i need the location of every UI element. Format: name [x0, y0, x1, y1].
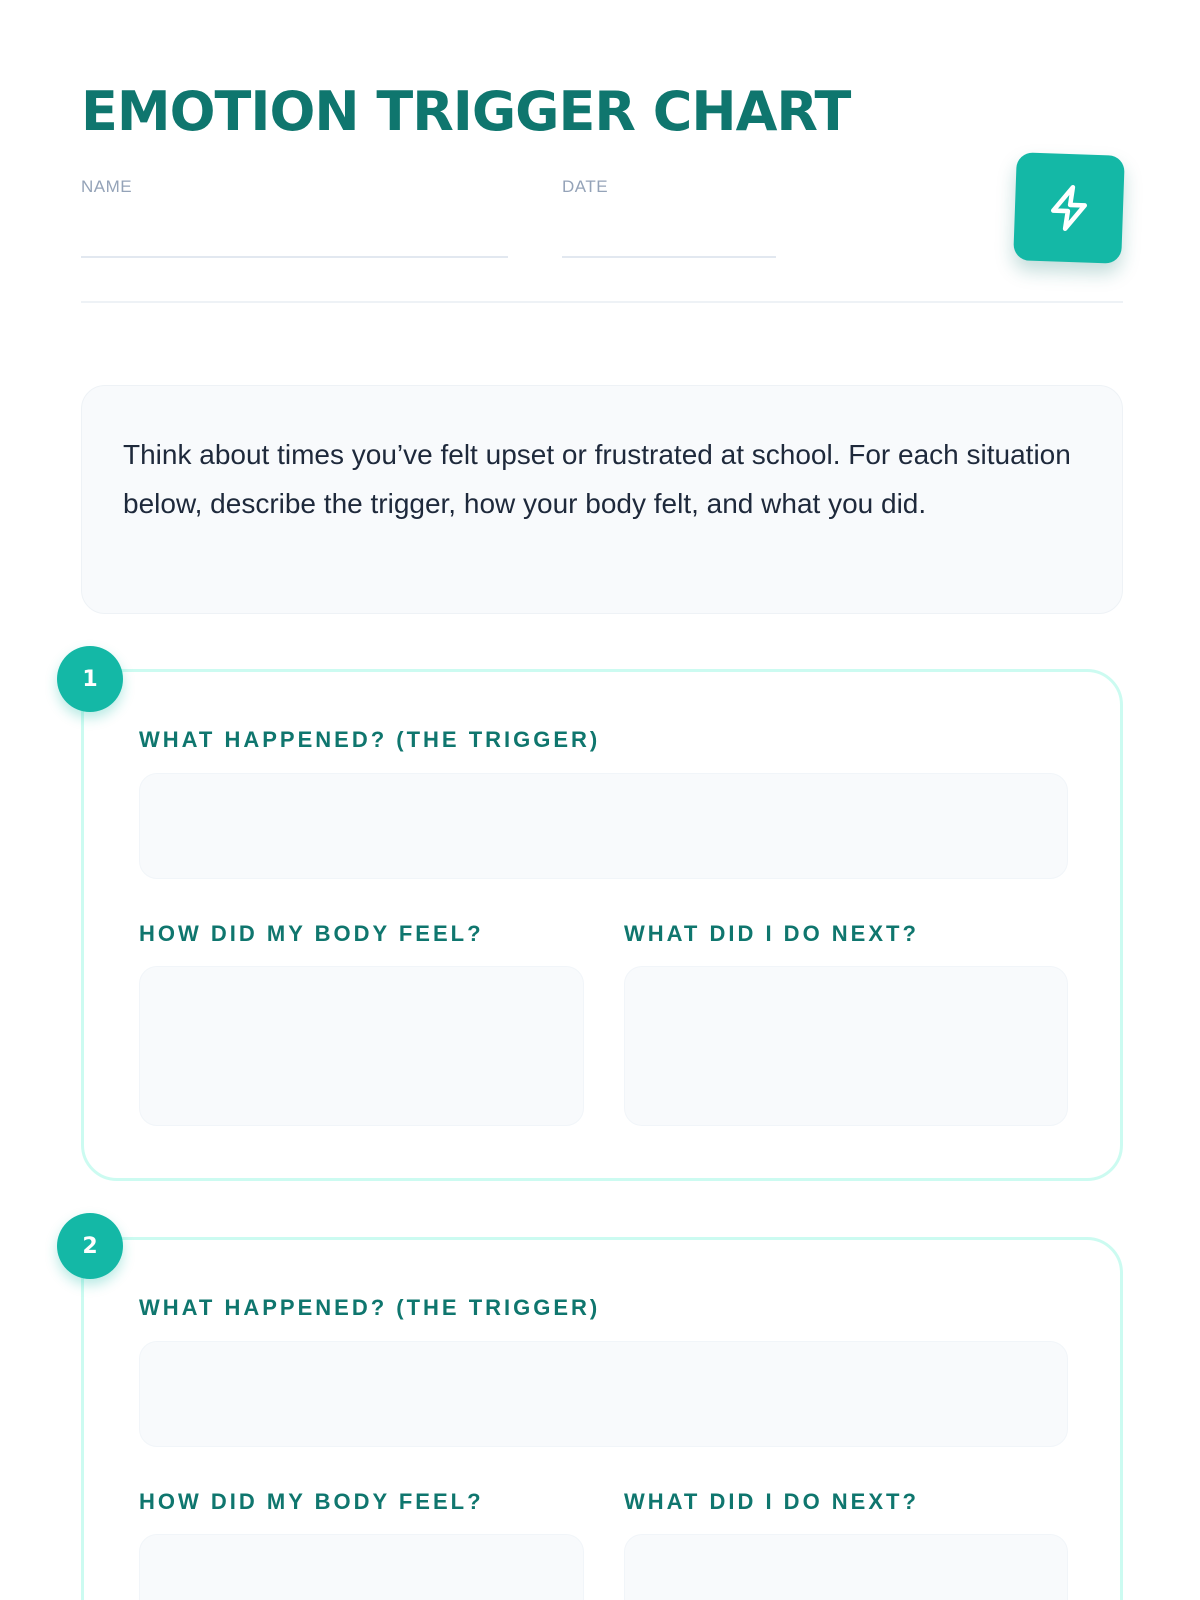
body-feel-answer-box[interactable]	[139, 1534, 584, 1600]
trigger-label: WHAT HAPPENED? (THE TRIGGER)	[139, 727, 601, 752]
situation-number-badge: 1	[57, 646, 123, 712]
situation-number-badge: 2	[57, 1213, 123, 1279]
page-title: EMOTION TRIGGER CHART	[81, 80, 851, 143]
date-label: DATE	[562, 177, 609, 196]
instructions-text: Think about times you’ve felt upset or frustrated at school. For each situation below, describe the trigger, how your body felt, and what you did.	[123, 439, 1071, 519]
lightning-bolt-icon	[1013, 152, 1125, 264]
next-action-answer-box[interactable]	[624, 1534, 1068, 1600]
body-feel-answer-box[interactable]	[139, 966, 584, 1126]
header-divider	[81, 301, 1123, 303]
name-field[interactable]	[81, 256, 508, 258]
trigger-answer-box[interactable]	[139, 773, 1068, 879]
body-feel-label: HOW DID MY BODY FEEL?	[139, 921, 484, 946]
body-feel-label: HOW DID MY BODY FEEL?	[139, 1489, 484, 1514]
instructions-box	[81, 385, 1123, 614]
name-label: NAME	[81, 177, 133, 196]
next-action-label: WHAT DID I DO NEXT?	[624, 1489, 919, 1514]
trigger-answer-box[interactable]	[139, 1341, 1068, 1447]
situation-card-2	[81, 1237, 1123, 1600]
situation-card-1	[81, 669, 1123, 1181]
date-field[interactable]	[562, 256, 776, 258]
next-action-answer-box[interactable]	[624, 966, 1068, 1126]
next-action-label: WHAT DID I DO NEXT?	[624, 921, 919, 946]
trigger-label: WHAT HAPPENED? (THE TRIGGER)	[139, 1295, 601, 1320]
